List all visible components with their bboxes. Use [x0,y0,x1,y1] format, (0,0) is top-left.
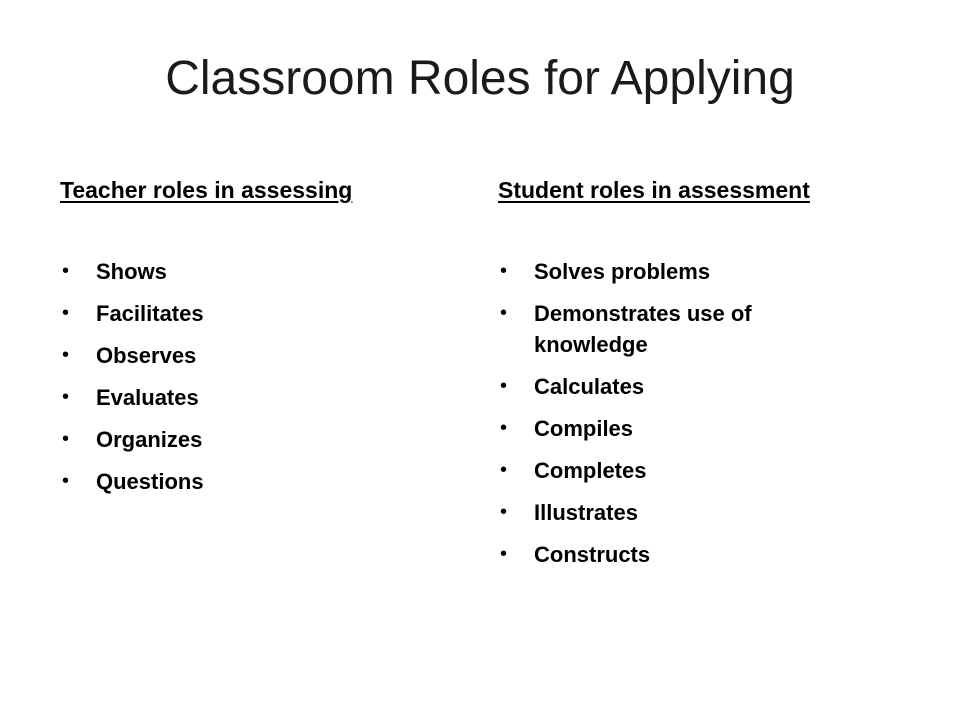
bullet-icon: • [62,344,70,366]
student-roles-column [498,173,918,581]
list-item [498,298,918,360]
list-item-text: Compiles [534,416,634,441]
list-item-text: Demonstrates use of knowledge [534,301,752,357]
bullet-icon: • [500,543,508,565]
teacher-roles-heading: Teacher roles in assessing [60,177,353,203]
list-item-text: Shows [96,259,167,284]
bullet-icon: • [62,470,70,492]
bullet-icon: • [62,302,70,324]
list-item [498,371,918,402]
list-item-text: Observes [96,343,197,368]
bullet-icon: • [62,260,70,282]
teacher-roles-column [60,173,460,508]
list-item [498,413,918,444]
bullet-icon: • [500,375,508,397]
list-item [498,539,918,570]
bullet-icon: • [500,459,508,481]
list-item [60,340,460,371]
bullet-icon: • [500,417,508,439]
bullet-icon: • [62,428,70,450]
list-item-text: Solves problems [534,259,711,284]
slide-title: Classroom Roles for Applying [165,52,795,105]
student-roles-list [498,256,918,570]
bullet-icon: • [62,386,70,408]
list-item [498,455,918,486]
list-item-text: Evaluates [96,385,199,410]
list-item-text: Organizes [96,427,203,452]
list-item-text: Illustrates [534,500,638,525]
list-item [60,466,460,497]
list-item [60,256,460,287]
bullet-icon: • [500,260,508,282]
list-item [60,424,460,455]
list-item-text: Calculates [534,374,645,399]
bullet-icon: • [500,501,508,523]
teacher-roles-list [60,256,460,497]
list-item-text: Completes [534,458,647,483]
list-item [498,497,918,528]
student-roles-heading: Student roles in assessment [498,177,810,203]
list-item [60,298,460,329]
list-item [60,382,460,413]
list-item [498,256,918,287]
list-item-text: Constructs [534,542,651,567]
bullet-icon: • [500,302,508,324]
list-item-text: Facilitates [96,301,204,326]
list-item-text: Questions [96,469,204,494]
